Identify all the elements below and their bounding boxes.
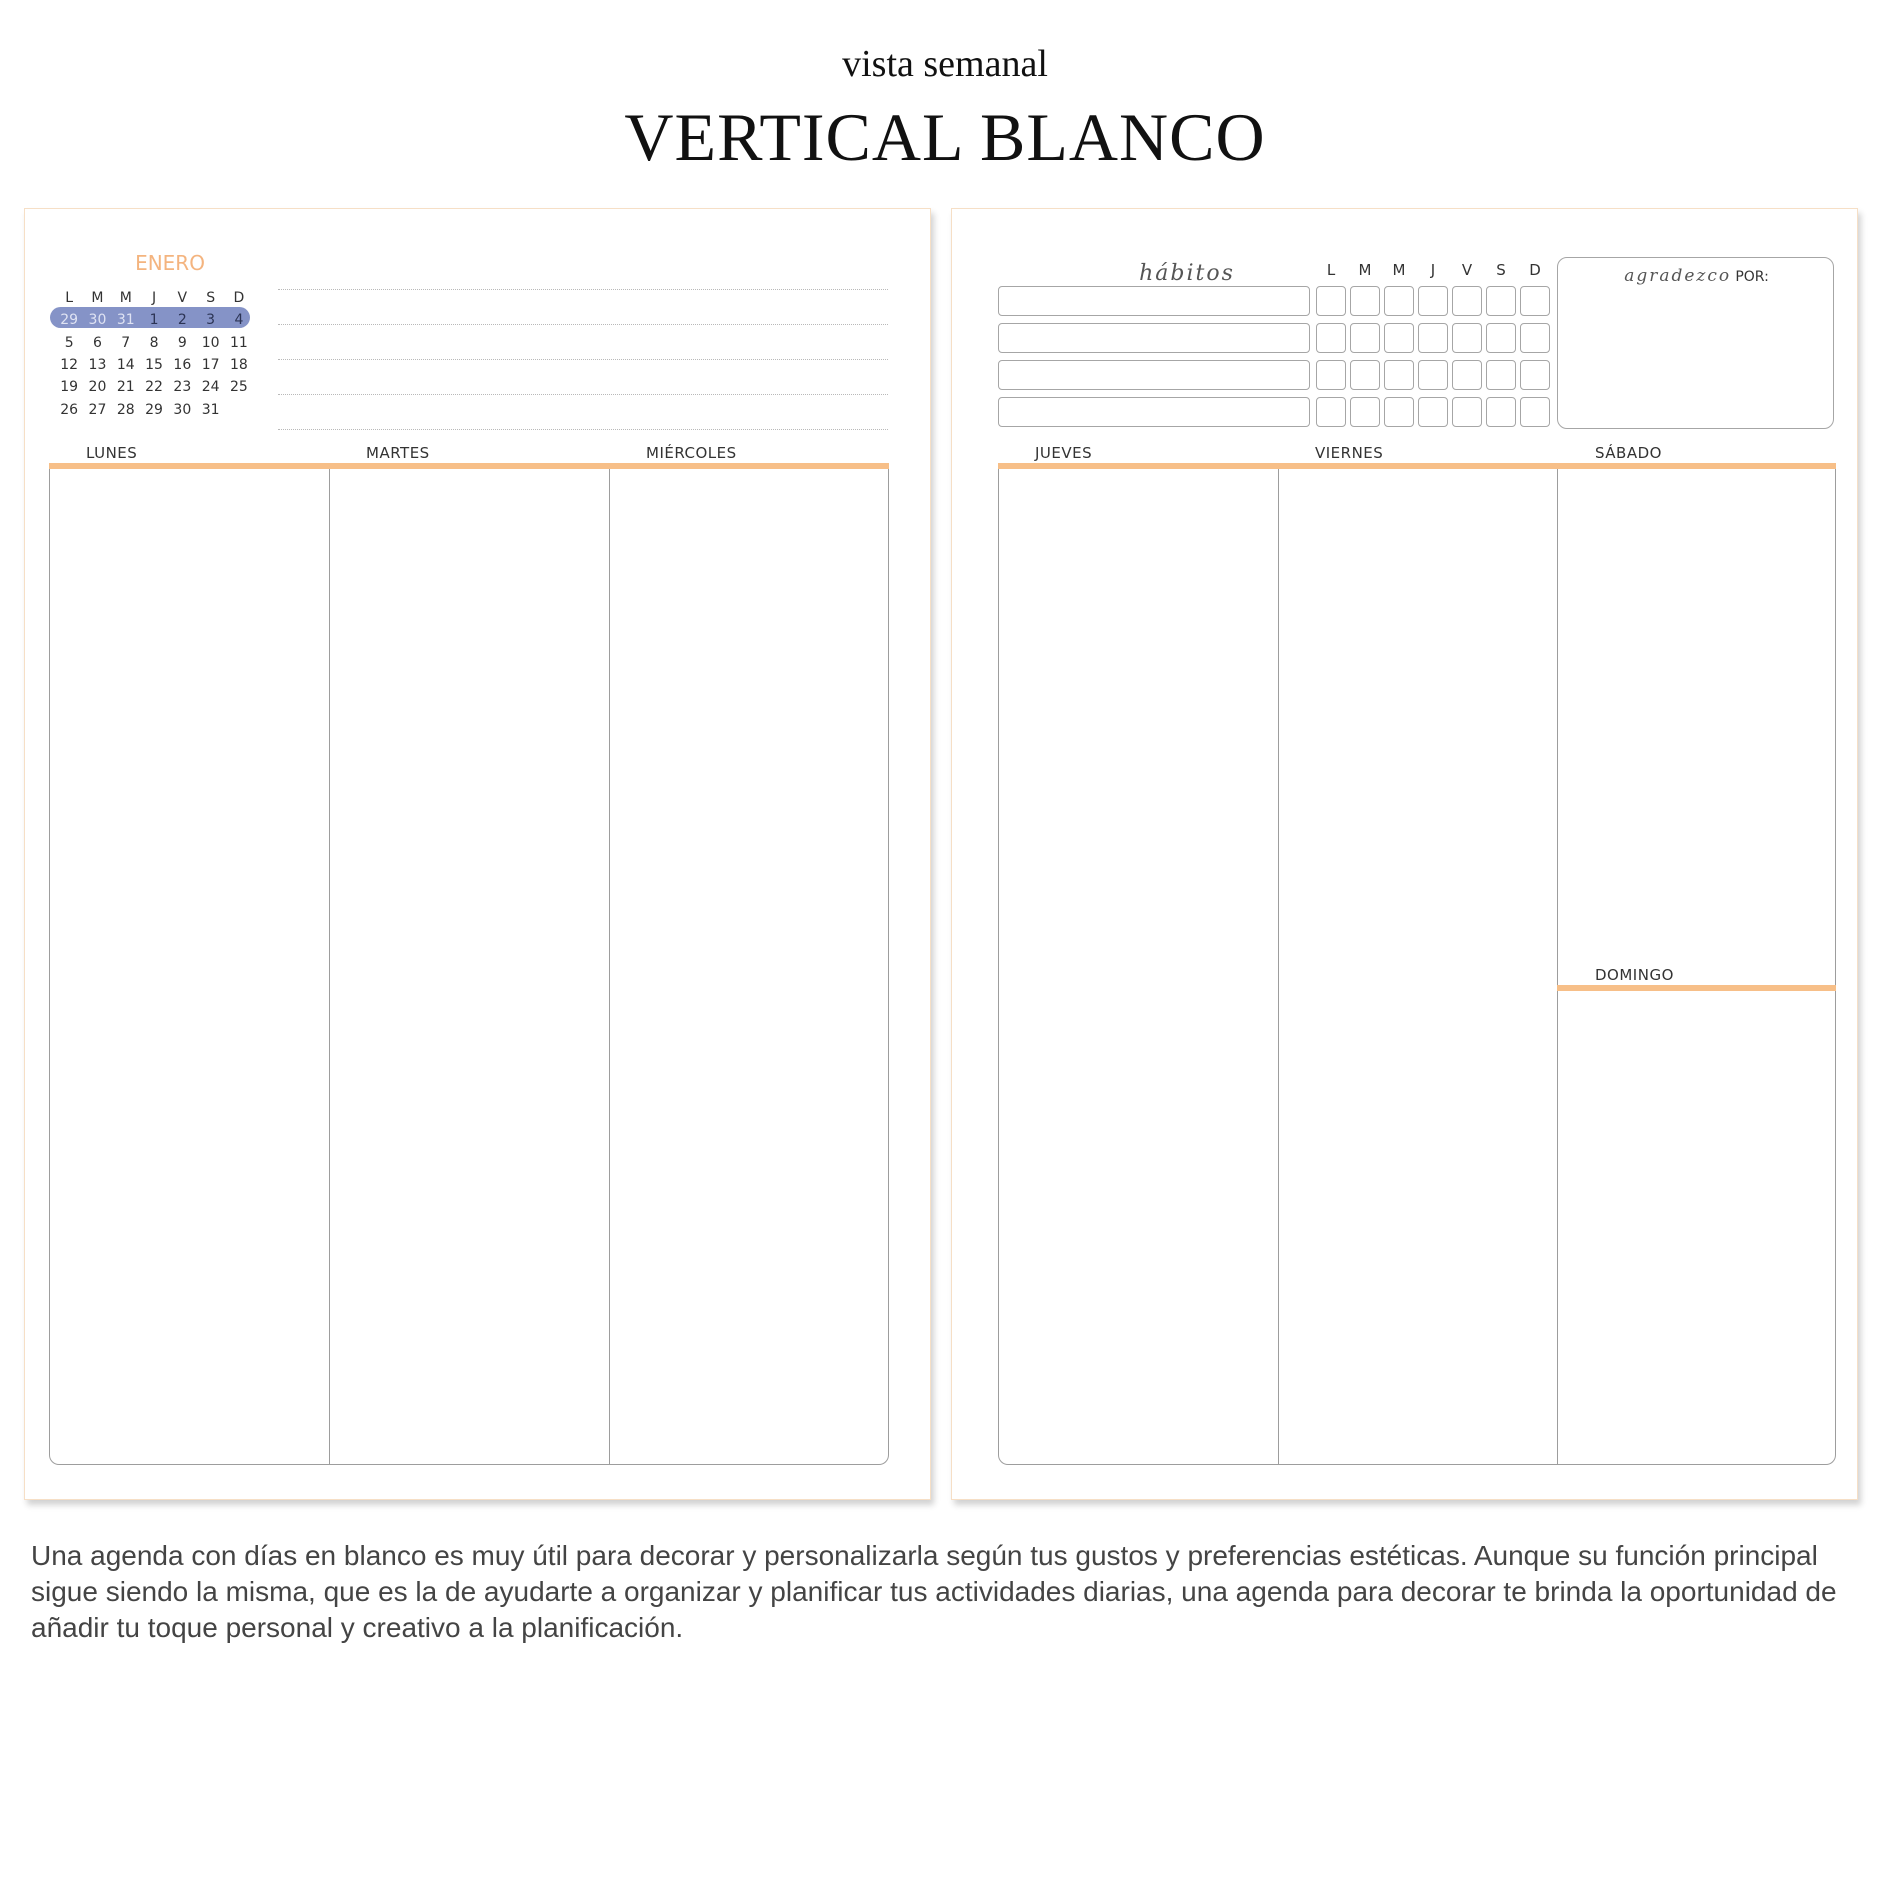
habit-day-label: D [1529,261,1541,279]
calendar-day[interactable]: 16 [173,357,192,374]
days-grid[interactable] [49,469,889,1465]
habit-checkbox[interactable] [1486,397,1516,427]
calendar-day[interactable]: 11 [230,334,248,351]
habit-day-label: S [1496,261,1506,279]
day-label-sabado: SÁBADO [1595,444,1662,462]
column-divider [1557,469,1558,1465]
calendar-day[interactable]: 23 [173,379,192,396]
calendar-day[interactable]: 18 [230,357,248,374]
habit-day-label: M [1392,261,1406,279]
habit-checkbox[interactable] [1520,360,1550,390]
habit-name-field[interactable] [998,360,1310,390]
calendar-day[interactable]: 1 [149,312,159,329]
calendar-day[interactable]: 17 [201,357,220,374]
habit-day-label: V [1461,261,1473,279]
habit-checkbox[interactable] [1350,286,1380,316]
day-label-lunes: LUNES [86,444,138,462]
column-divider [609,469,610,1465]
habit-name-field[interactable] [998,397,1310,427]
description-text: Una agenda con días en blanco es muy útil para decorar y personalizarla según tus gustos y preferencias estéticas. Aunque su función principal sigue siendo la misma, que es la de ayudarte a organizar y planificar tus actividades diarias, una agenda para decorar te brinda la oportunidad de añadir tu toque personal y creativo a la planificación. [31,1540,1837,1643]
habit-checkbox[interactable] [1486,323,1516,353]
day-label-jueves: JUEVES [1035,444,1093,462]
habit-checkbox[interactable] [1350,360,1380,390]
calendar-day[interactable]: 19 [60,379,79,396]
calendar-day[interactable]: 12 [60,357,79,374]
habit-checkbox[interactable] [1350,323,1380,353]
calendar-day[interactable]: 6 [92,334,102,351]
calendar-day[interactable]: 28 [116,401,135,418]
calendar-day[interactable]: 8 [149,334,159,351]
calendar-day[interactable]: 24 [201,379,220,396]
habit-checkbox[interactable] [1418,286,1448,316]
grateful-script-label: agradezco [1624,266,1732,286]
habit-checkbox[interactable] [1418,360,1448,390]
note-line [278,289,888,290]
note-line [278,394,888,395]
column-divider [329,469,330,1465]
calendar-day[interactable]: 13 [88,357,107,374]
habit-checkbox[interactable] [1520,323,1550,353]
calendar-day[interactable]: 4 [234,312,244,329]
calendar-weekday: M [91,290,104,307]
note-line [278,429,888,430]
planner-right-page [951,208,1858,1500]
habit-checkbox[interactable] [1452,397,1482,427]
habit-checkbox[interactable] [1452,286,1482,316]
habit-checkbox[interactable] [1316,323,1346,353]
calendar-day[interactable]: 25 [230,379,248,396]
day-label-viernes: VIERNES [1315,444,1384,462]
calendar-day[interactable]: 14 [116,357,135,374]
calendar-day[interactable]: 31 [201,401,220,418]
habit-checkbox[interactable] [1452,360,1482,390]
habit-checkbox[interactable] [1316,360,1346,390]
note-line [278,359,888,360]
habit-checkbox[interactable] [1316,286,1346,316]
calendar-day[interactable]: 9 [177,334,187,351]
domingo-header-bar [1557,985,1836,991]
calendar-day[interactable]: 21 [116,379,135,396]
planner-left-page [24,208,931,1500]
calendar-day[interactable]: 3 [206,312,216,329]
calendar-day[interactable]: 27 [88,401,107,418]
habit-checkbox[interactable] [1316,397,1346,427]
calendar-day[interactable]: 22 [145,379,163,396]
calendar-day[interactable]: 31 [116,312,135,329]
day-label-miercoles: MIÉRCOLES [646,444,737,462]
calendar-day[interactable]: 15 [145,357,163,374]
day-label-domingo: DOMINGO [1595,966,1674,984]
calendar-day[interactable]: 2 [177,312,187,329]
grateful-caps-label: POR: [1735,269,1769,285]
page-subtitle: vista semanal [842,43,1048,85]
grateful-label [1558,266,1835,286]
habit-checkbox[interactable] [1418,397,1448,427]
habit-checkbox[interactable] [1384,397,1414,427]
days-grid[interactable] [998,469,1836,1465]
habit-checkbox[interactable] [1418,323,1448,353]
calendar-day[interactable]: 20 [88,379,107,396]
calendar-day[interactable]: 10 [201,334,220,351]
calendar-day[interactable]: 7 [121,334,131,351]
day-label-martes: MARTES [366,444,430,462]
calendar-day[interactable]: 30 [88,312,107,329]
habit-checkbox[interactable] [1520,397,1550,427]
grateful-box[interactable] [1557,257,1834,429]
calendar-day[interactable]: 5 [64,334,74,351]
habit-day-label: M [1358,261,1372,279]
habit-name-field[interactable] [998,323,1310,353]
page-title: VERTICAL BLANCO [624,99,1266,175]
calendar-weekday: V [177,290,188,307]
calendar-day[interactable]: 26 [60,401,79,418]
habit-checkbox[interactable] [1384,323,1414,353]
habit-checkbox[interactable] [1520,286,1550,316]
habit-checkbox[interactable] [1384,286,1414,316]
habit-checkbox[interactable] [1350,397,1380,427]
habit-checkbox[interactable] [1452,323,1482,353]
calendar-day[interactable]: 30 [173,401,192,418]
calendar-weekday: J [151,290,157,307]
calendar-day[interactable]: 29 [60,312,79,329]
habit-checkbox[interactable] [1486,360,1516,390]
calendar-day [225,398,253,420]
habit-checkbox[interactable] [1486,286,1516,316]
note-line [278,324,888,325]
habit-day-label: J [1430,261,1436,279]
calendar-weekday: M [119,290,132,307]
column-divider [1278,469,1279,1465]
habit-checkbox[interactable] [1384,360,1414,390]
calendar-weekday: S [206,290,216,307]
calendar-day[interactable]: 29 [145,401,163,418]
habit-name-field[interactable] [998,286,1310,316]
habits-title: hábitos [1139,261,1235,286]
mini-calendar [55,287,253,421]
calendar-weekday: L [65,290,74,307]
calendar-weekday: D [233,290,245,307]
habit-day-label: L [1326,261,1336,279]
calendar-month: ENERO [135,251,205,275]
